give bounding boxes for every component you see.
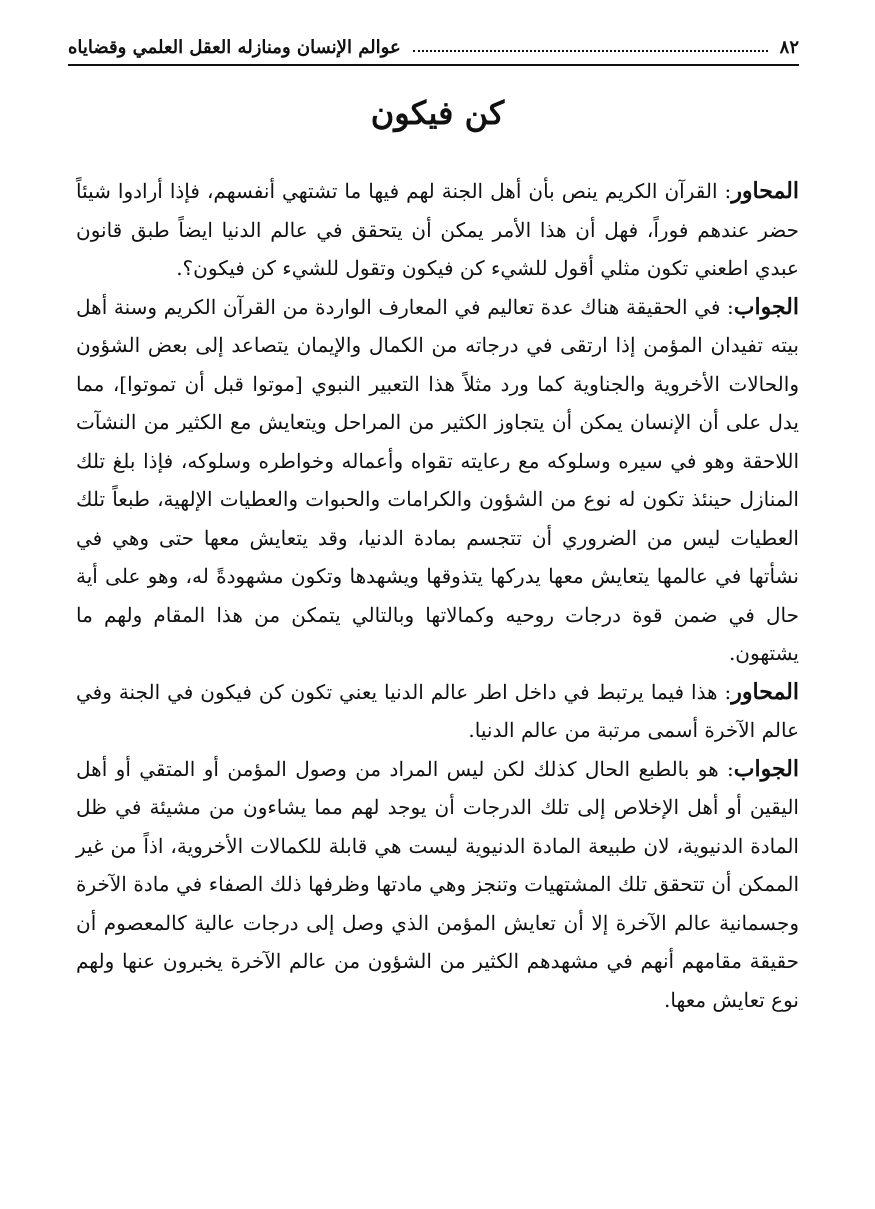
paragraph-text: في الحقيقة هناك عدة تعاليم في المعارف الواردة من القرآن الكريم وسنة أهل بيته تفيدان المؤمن إذا ارتقى في درجاته من الكمال والإيمان يتصاعد إلى بعض الشؤون والحالات الأخروية والجناوية كما ورد مثلاً هذا التعبير النبوي [موتوا قبل أن تموتوا]، مما يدل على أن الإنسان يمكن أن يتجاوز الكثير من المراحل ويتعايش مع الكثير من النشآت اللاحقة وهو في سيره وسلوكه مع رعايته تقواه وأعماله وخواطره وسلوكه، فإذا بلغ تلك المنازل حينئذ تكون له نوع من الشؤون والكرامات والحبوات والعطيات الإلهية، طبعاً تلك العطيات ليس من الضروري أن تتجسم بمادة الدنيا، وقد يتعايش معها حتى وهي في نشأتها في عالمها يتعايش معها يدركها يتذوقها ويشهدها وتكون مشهودةً له، وهو على أية حال في ضمن قوة درجات روحيه وكمالاتها وبالتالي يتمكن من هذا المقام ولهم ما يشتهون. [76,294,799,665]
paragraph [76,172,799,288]
page-number: ٨٢ [779,36,799,58]
chapter-title: كن فيكون [370,94,505,132]
paragraph [76,673,799,750]
paragraph-text: القرآن الكريم ينص بأن أهل الجنة لهم فيها ما تشتهي أنفسهم، فإذا أرادوا شيئاً حضر عندهم فوراً، فهل أن هذا الأمر يمكن أن يتحقق في عالم الدنيا ايضاً طبق قانون عبدي اطعني تكون مثلي أقول للشيء كن فيكون وتقول للشيء كن فيكون؟. [76,179,799,280]
running-header [68,30,799,66]
speaker-separator: : [718,756,734,781]
speaker-separator: : [717,179,732,203]
speaker-separator: : [717,679,732,704]
speaker-label: المحاور [731,678,799,705]
speaker-label: الجواب [733,755,799,782]
speaker-label: الجواب [733,293,799,320]
paragraph [76,750,799,1020]
paragraph-text: هذا فيما يرتبط في داخل اطر عالم الدنيا يعني تكون كن فيكون في الجنة وفي عالم الآخرة أسمى مرتبة من عالم الدنيا. [76,679,799,742]
paragraph-text: هو بالطبع الحال كذلك لكن ليس المراد من وصول المؤمن أو المتقي أو أهل اليقين أو أهل الإخلاص إلى تلك الدرجات أن يوجد لهم مما يشاءون من مشيئة في ظل المادة الدنيوية، لان طبيعة المادة الدنيوية ليست هي قابلة للكمالات الأخروية، اذاً من غير الممكن أن تتحقق تلك المشتهيات وتنجز وهي مادتها وظرفها ذلك الصفاء في مادة الآخرة وجسمانية عالم الآخرة إلا أن تعايش المؤمن الذي وصل إلى درجات عالية كالمعصوم أن حقيقة مقامهم أنهم في مشهدهم الكثير من الشؤون من عالم الآخرة يخبرون عنها ولهم نوع تعايش معها. [76,756,799,1012]
body-text [76,172,799,1019]
paragraph [76,288,799,673]
speaker-label: المحاور [731,178,799,204]
header-dotted-leader [413,50,768,52]
speaker-separator: : [720,294,734,319]
book-title: عوالم الإنسان ومنازله العقل العلمي وقضاياه [68,36,401,58]
